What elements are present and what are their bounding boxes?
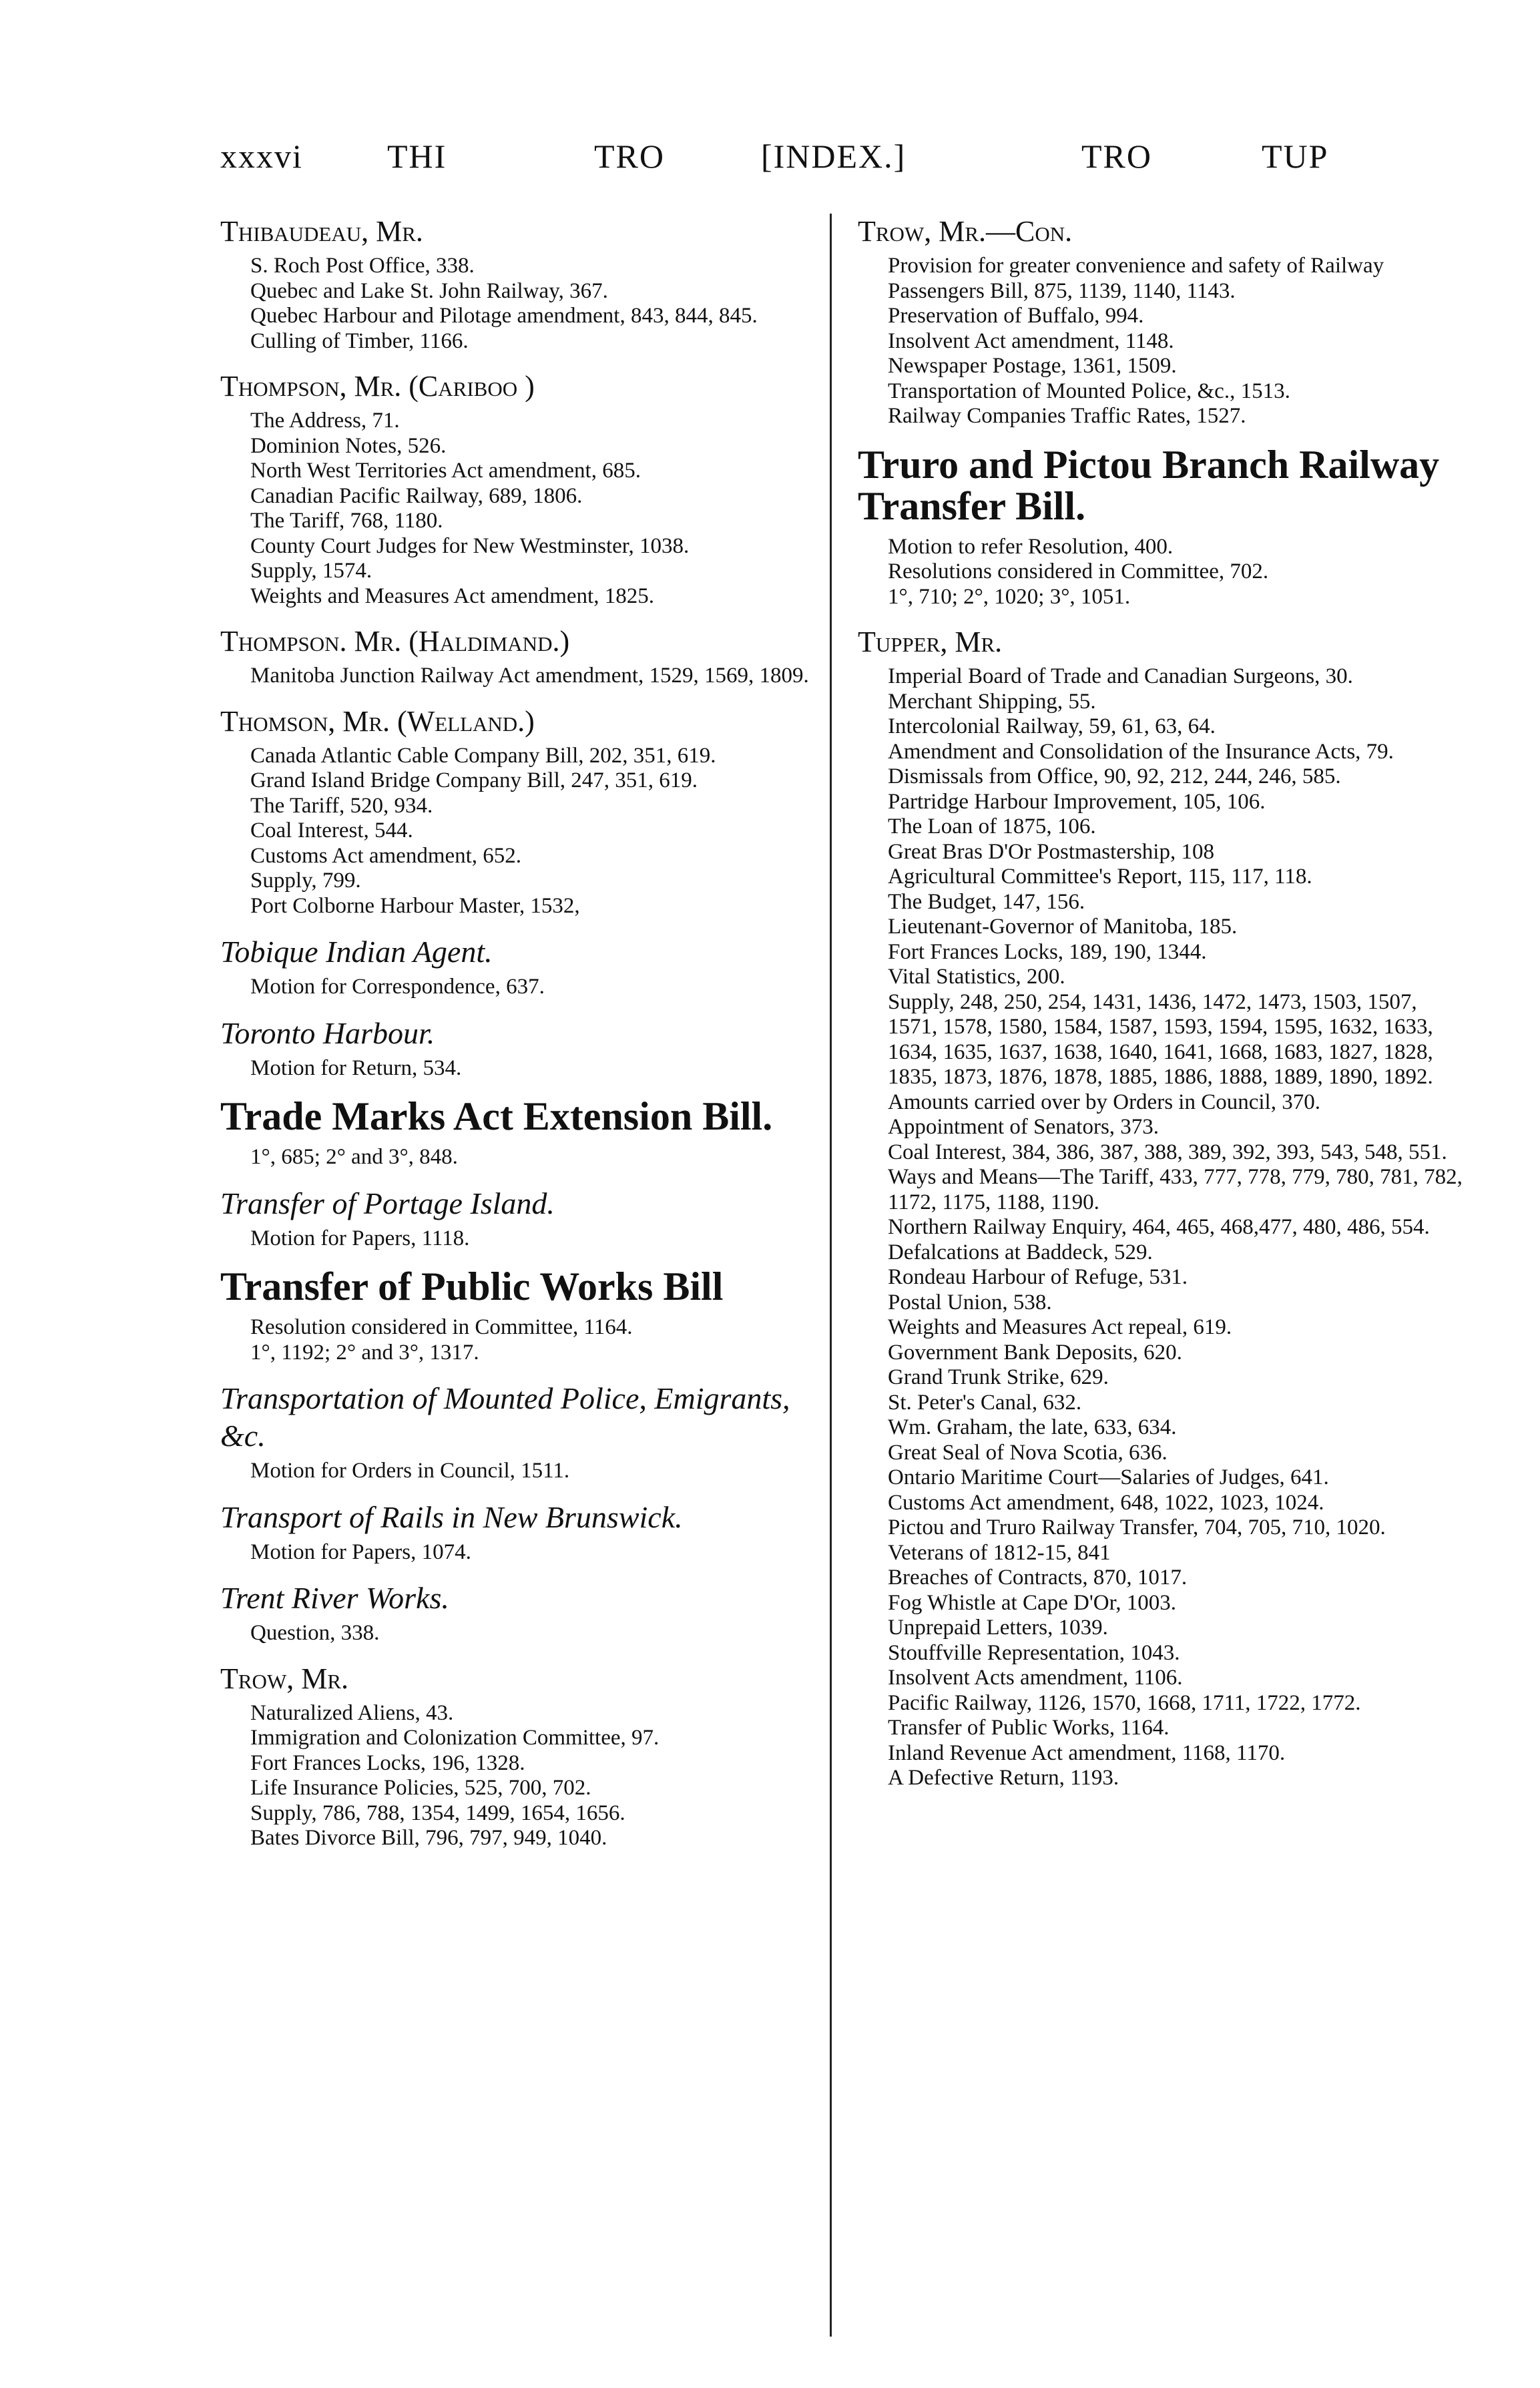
header-guide-fourth: TUP: [1262, 138, 1329, 175]
header-guide-third: TRO: [1081, 138, 1152, 175]
index-entry: [220, 624, 821, 689]
reference-line: Amounts carried over by Orders in Council, 370.: [888, 1090, 1320, 1114]
reference-line: Supply, 786, 788, 1354, 1499, 1654, 1656.: [250, 1801, 625, 1825]
entry-references: [220, 1315, 821, 1365]
index-entry: [220, 1380, 821, 1484]
reference-line: Amendment and Consolidation of the Insurance Acts, 79.: [888, 739, 1394, 764]
entry-heading: Toronto Harbour.: [220, 1015, 435, 1050]
reference-line: Postal Union, 538.: [888, 1290, 1052, 1315]
reference-line: Manitoba Junction Railway Act amendment, 1529, 1569, 1809.: [250, 664, 809, 688]
entry-references: [220, 1145, 821, 1170]
reference-line: Motion for Papers, 1118.: [250, 1226, 470, 1250]
reference-line: Canadian Pacific Railway, 689, 1806.: [250, 483, 583, 508]
reference-line: Weights and Measures Act repeal, 619.: [888, 1315, 1232, 1339]
entry-heading: Thomson, Mr. (Welland.): [220, 704, 535, 738]
index-entry: [220, 1015, 821, 1082]
reference-line: Life Insurance Policies, 525, 700, 702.: [250, 1776, 591, 1800]
header-section: [INDEX.]: [761, 138, 907, 175]
entry-references: [220, 409, 821, 609]
reference-line: Inland Revenue Act amendment, 1168, 1170.: [888, 1740, 1286, 1765]
reference-line: Imperial Board of Trade and Canadian Surgeons, 30.: [888, 664, 1353, 688]
reference-line: S. Roch Post Office, 338.: [250, 254, 475, 278]
index-entry: [858, 624, 1465, 1791]
reference-line: Coal Interest, 384, 386, 387, 388, 389, 392, 393, 543, 548, 551.: [888, 1140, 1447, 1164]
index-entry: [220, 1580, 821, 1646]
reference-line: Preservation of Buffalo, 994.: [888, 304, 1144, 328]
reference-line: Motion for Orders in Council, 1511.: [250, 1459, 570, 1483]
reference-line: Merchant Shipping, 55.: [888, 689, 1096, 714]
entry-references: [858, 254, 1465, 429]
index-entry: [858, 214, 1465, 429]
reference-line: Motion for Papers, 1074.: [250, 1539, 471, 1564]
reference-line: Breaches of Contracts, 870, 1017.: [888, 1566, 1188, 1590]
reference-line: Coal Interest, 544.: [250, 818, 413, 843]
reference-line: Stouffville Representation, 1043.: [888, 1640, 1180, 1665]
reference-line: Transfer of Public Works, 1164.: [888, 1716, 1170, 1740]
reference-line: Railway Companies Traffic Rates, 1527.: [888, 404, 1246, 428]
entry-references: [220, 1056, 821, 1082]
entry-heading: Trow, Mr.: [220, 1662, 348, 1695]
reference-line: Vital Statistics, 200.: [888, 965, 1065, 989]
reference-line: Customs Act amendment, 648, 1022, 1023, 1024.: [888, 1490, 1324, 1515]
reference-line: Quebec Harbour and Pilotage amendment, 843, 844, 845.: [250, 304, 758, 328]
index-entry: [220, 369, 821, 609]
reference-line: Great Bras D'Or Postmastership, 108: [888, 839, 1214, 864]
entry-references: [220, 744, 821, 919]
entry-heading: Thompson, Mr. (Cariboo ): [220, 370, 535, 403]
reference-line: Port Colborne Harbour Master, 1532,: [250, 893, 580, 918]
reference-line: 1°, 710; 2°, 1020; 3°, 1051.: [888, 584, 1131, 609]
entry-heading: Tobique Indian Agent.: [220, 935, 493, 969]
entry-references: [858, 535, 1465, 610]
reference-line: Great Seal of Nova Scotia, 636.: [888, 1440, 1168, 1465]
reference-line: Appointment of Senators, 373.: [888, 1115, 1160, 1139]
reference-line: The Tariff, 768, 1180.: [250, 509, 443, 533]
entry-heading: Transportation of Mounted Police, Emigrants, &c.: [220, 1381, 790, 1453]
reference-line: Defalcations at Baddeck, 529.: [888, 1240, 1153, 1264]
column-divider: [830, 214, 832, 2337]
reference-line: Veterans of 1812-15, 841: [888, 1540, 1111, 1565]
reference-line: Fort Frances Locks, 189, 190, 1344.: [888, 939, 1207, 964]
reference-line: Unprepaid Letters, 1039.: [888, 1616, 1108, 1640]
right-column: [858, 214, 1465, 1806]
reference-line: Customs Act amendment, 652.: [250, 843, 522, 868]
reference-line: Resolution considered in Committee, 1164.: [250, 1315, 633, 1339]
entry-heading: Transfer of Public Works Bill: [220, 1264, 724, 1308]
entry-references: [858, 664, 1465, 1791]
reference-line: Motion to refer Resolution, 400.: [888, 534, 1174, 559]
reference-line: Fort Frances Locks, 196, 1328.: [250, 1750, 525, 1775]
entry-heading: Transport of Rails in New Brunswick.: [220, 1499, 683, 1534]
reference-line: 1°, 685; 2° and 3°, 848.: [250, 1145, 458, 1169]
reference-line: The Tariff, 520, 934.: [250, 793, 433, 818]
reference-line: Newspaper Postage, 1361, 1509.: [888, 354, 1177, 378]
entry-references: [220, 1621, 821, 1646]
entry-heading: Trent River Works.: [220, 1581, 449, 1615]
reference-line: North West Territories Act amendment, 685.: [250, 459, 641, 483]
entry-heading: Thibaudeau, Mr.: [220, 215, 423, 248]
entry-references: [220, 1459, 821, 1484]
reference-line: Canada Atlantic Cable Company Bill, 202, 351, 619.: [250, 743, 716, 768]
reference-line: Question, 338.: [250, 1621, 380, 1645]
reference-line: Rondeau Harbour of Refuge, 531.: [888, 1265, 1188, 1289]
reference-line: Ways and Means—The Tariff, 433, 777, 778, 779, 780, 781, 782, 1172, 1175, 1188, 1190.: [888, 1165, 1463, 1214]
reference-line: A Defective Return, 1193.: [888, 1766, 1119, 1790]
entry-references: [220, 1540, 821, 1566]
reference-line: St. Peter's Canal, 632.: [888, 1390, 1082, 1415]
index-entry: [858, 444, 1465, 610]
reference-line: Weights and Measures Act amendment, 1825.: [250, 583, 654, 608]
index-entry: [220, 1661, 821, 1851]
reference-line: Bates Divorce Bill, 796, 797, 949, 1040.: [250, 1826, 607, 1850]
header-guide-first: THI: [387, 138, 447, 175]
reference-line: Motion for Correspondence, 637.: [250, 975, 545, 999]
reference-line: Dominion Notes, 526.: [250, 433, 447, 458]
reference-line: Ontario Maritime Court—Salaries of Judges, 641.: [888, 1465, 1329, 1489]
page-number: xxxvi: [220, 138, 303, 175]
reference-line: Supply, 1574.: [250, 559, 372, 583]
reference-line: Lieutenant-Governor of Manitoba, 185.: [888, 915, 1238, 939]
index-entry: [220, 214, 821, 354]
index-entry: [220, 1096, 821, 1170]
entry-references: [220, 1226, 821, 1252]
entry-heading: Transfer of Portage Island.: [220, 1186, 555, 1220]
left-column: [220, 214, 821, 1866]
header-guide-second: TRO: [594, 138, 665, 175]
reference-line: Pacific Railway, 1126, 1570, 1668, 1711, 1722, 1772.: [888, 1690, 1361, 1715]
reference-line: Quebec and Lake St. John Railway, 367.: [250, 278, 608, 303]
entry-references: [220, 254, 821, 354]
reference-line: County Court Judges for New Westminster, 1038.: [250, 533, 690, 558]
entry-references: [220, 975, 821, 1000]
reference-line: Dismissals from Office, 90, 92, 212, 244, 246, 585.: [888, 764, 1341, 788]
entry-references: [220, 664, 821, 689]
reference-line: Insolvent Act amendment, 1148.: [888, 328, 1174, 353]
reference-line: Intercolonial Railway, 59, 61, 63, 64.: [888, 714, 1216, 738]
reference-line: Northern Railway Enquiry, 464, 465, 468,477, 480, 486, 554.: [888, 1215, 1430, 1239]
entry-heading: Tupper, Mr.: [858, 626, 1003, 658]
running-header: [220, 137, 1329, 184]
reference-line: Naturalized Aliens, 43.: [250, 1700, 454, 1725]
reference-line: Provision for greater convenience and safety of Railway Passengers Bill, 875, 1139, 1140, 1143.: [888, 254, 1384, 303]
entry-heading: Trade Marks Act Extension Bill.: [220, 1094, 773, 1138]
reference-line: Wm. Graham, the late, 633, 634.: [888, 1415, 1177, 1439]
entry-heading: Trow, Mr.—Con.: [858, 215, 1073, 248]
index-entry: [220, 933, 821, 1000]
entry-heading: Thompson. Mr. (Haldimand.): [220, 625, 570, 658]
reference-line: Grand Trunk Strike, 629.: [888, 1365, 1109, 1389]
index-entry: [220, 1185, 821, 1252]
reference-line: Resolutions considered in Committee, 702.: [888, 559, 1269, 583]
reference-line: The Budget, 147, 156.: [888, 889, 1085, 914]
reference-line: Agricultural Committee's Report, 115, 117, 118.: [888, 865, 1312, 889]
reference-line: Supply, 799.: [250, 869, 361, 893]
index-entry: [220, 704, 821, 919]
index-entry: [220, 1266, 821, 1365]
reference-line: Supply, 248, 250, 254, 1431, 1436, 1472, 1473, 1503, 1507, 1571, 1578, 1580, 1584, 1587, 1593, 1594, 1595, 1632, 1633, 1634, 1635, 1637, 1638, 1640, 1641, 1668, 1683, 1827, 1828, 1835, 1873, 1876, 1878, 1885, 1886, 1888, 1889, 1890, 1892.: [888, 989, 1433, 1089]
reference-line: 1°, 1192; 2° and 3°, 1317.: [250, 1340, 479, 1365]
reference-line: Pictou and Truro Railway Transfer, 704, 705, 710, 1020.: [888, 1515, 1386, 1539]
entry-references: [220, 1701, 821, 1851]
reference-line: Grand Island Bridge Company Bill, 247, 351, 619.: [250, 768, 698, 792]
reference-line: Transportation of Mounted Police, &c., 1513.: [888, 379, 1290, 403]
reference-line: Government Bank Deposits, 620.: [888, 1340, 1182, 1365]
reference-line: Fog Whistle at Cape D'Or, 1003.: [888, 1590, 1177, 1615]
reference-line: Partridge Harbour Improvement, 105, 106.: [888, 789, 1266, 814]
reference-line: The Address, 71.: [250, 409, 400, 433]
index-entry: [220, 1499, 821, 1566]
reference-line: Culling of Timber, 1166.: [250, 328, 469, 353]
entry-heading: Truro and Pictou Branch Railway Transfer Bill.: [858, 442, 1440, 528]
reference-line: The Loan of 1875, 106.: [888, 814, 1096, 839]
reference-line: Immigration and Colonization Committee, 97.: [250, 1726, 660, 1750]
reference-line: Motion for Return, 534.: [250, 1055, 462, 1080]
reference-line: Insolvent Acts amendment, 1106.: [888, 1666, 1183, 1690]
